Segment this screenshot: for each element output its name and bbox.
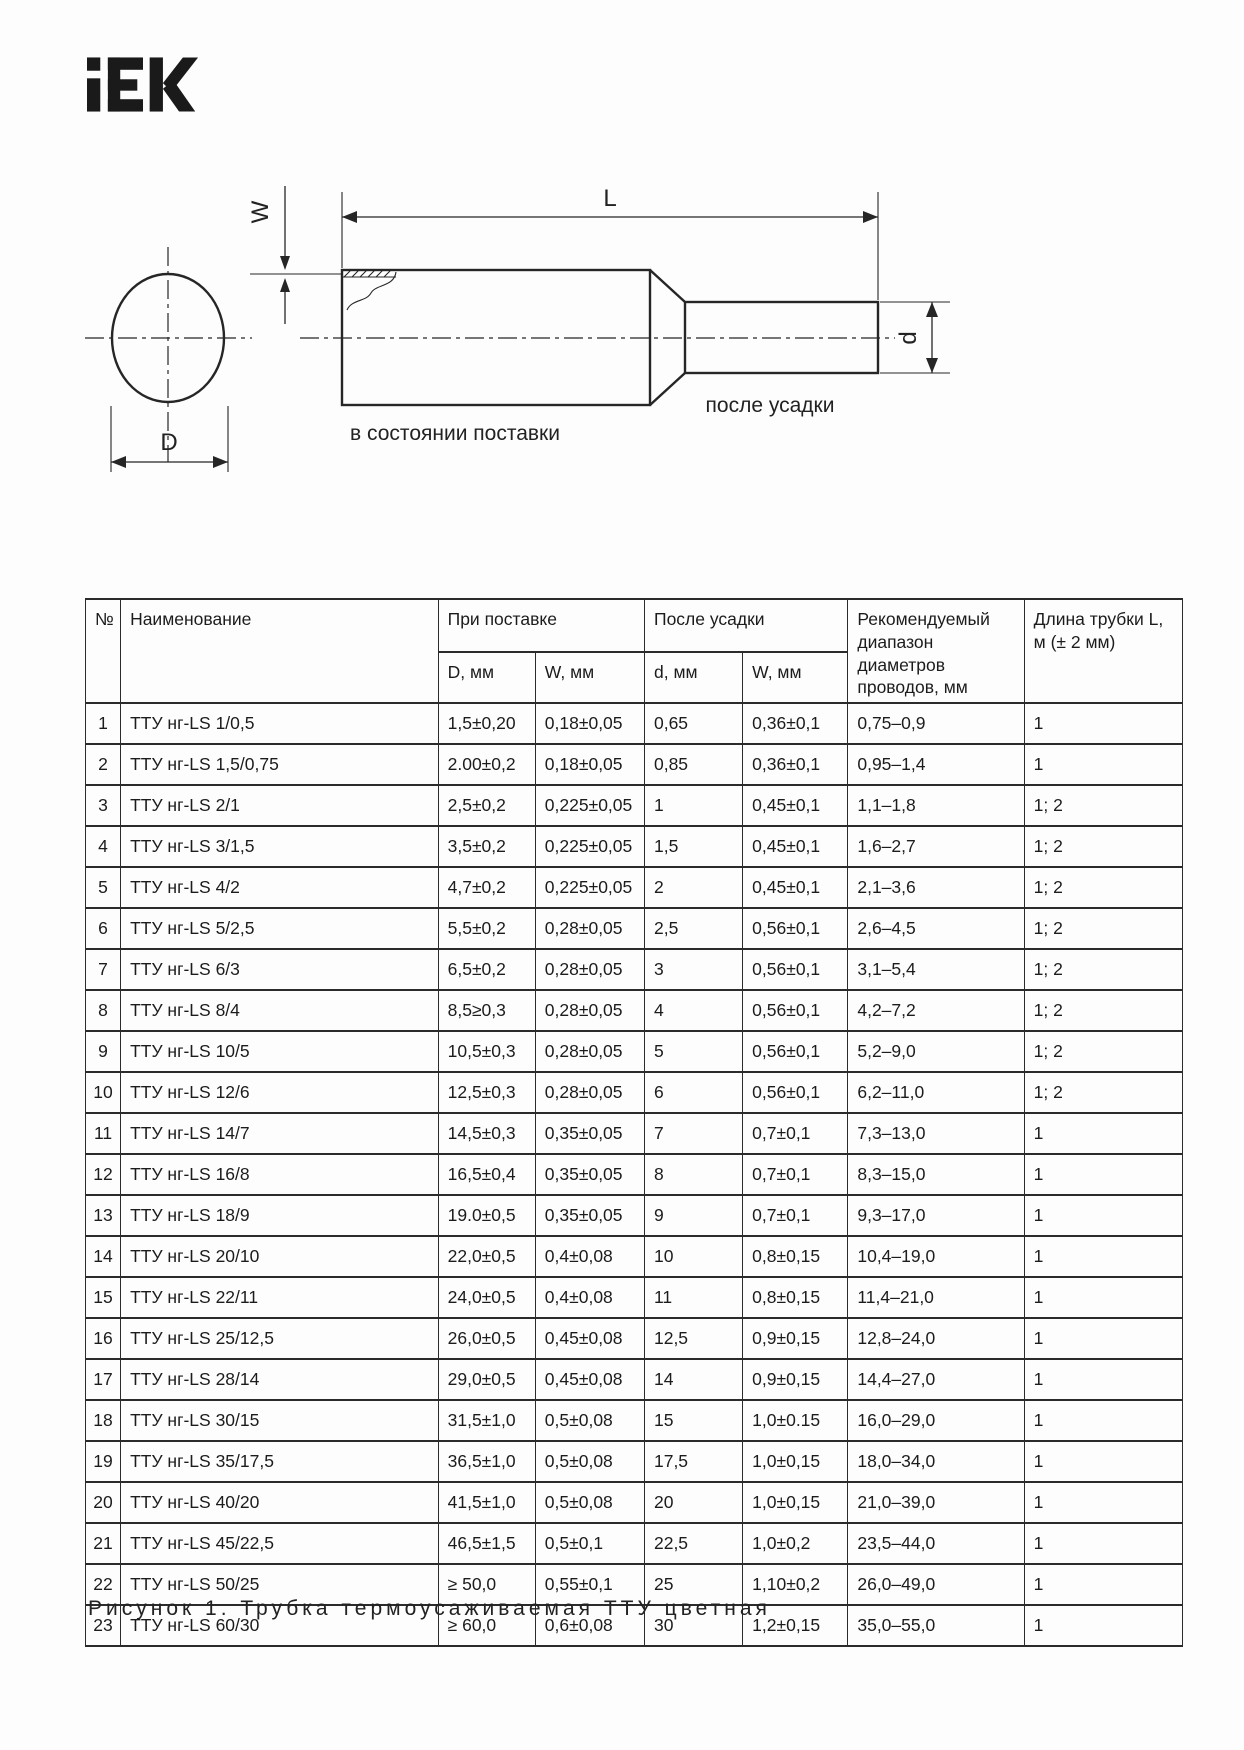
col-header-after-group: После усадки xyxy=(644,599,847,652)
cell-d_after: 2 xyxy=(644,867,742,908)
cell-d_after: 17,5 xyxy=(644,1441,742,1482)
cell-num: 7 xyxy=(86,949,121,990)
cell-wire_range: 1,1–1,8 xyxy=(848,785,1024,826)
cell-W_after: 0,56±0,1 xyxy=(743,908,848,949)
cell-d_after: 5 xyxy=(644,1031,742,1072)
cell-name: ТТУ нг-LS 14/7 xyxy=(121,1113,439,1154)
cell-W_after: 1,2±0,15 xyxy=(743,1605,848,1646)
cell-W_after: 0,56±0,1 xyxy=(743,949,848,990)
cell-W_supply: 0,225±0,05 xyxy=(535,785,644,826)
cell-D_supply: ≥ 60,0 xyxy=(438,1605,535,1646)
cell-name: ТТУ нг-LS 60/30 xyxy=(121,1605,439,1646)
cell-W_after: 0,45±0,1 xyxy=(743,785,848,826)
cell-tube_length: 1 xyxy=(1024,1195,1182,1236)
cell-D_supply: 2.00±0,2 xyxy=(438,744,535,785)
cell-W_supply: 0,35±0,05 xyxy=(535,1195,644,1236)
cell-name: ТТУ нг-LS 10/5 xyxy=(121,1031,439,1072)
cell-tube_length: 1; 2 xyxy=(1024,949,1182,990)
cell-D_supply: 12,5±0,3 xyxy=(438,1072,535,1113)
cell-tube_length: 1 xyxy=(1024,1236,1182,1277)
cell-d_after: 2,5 xyxy=(644,908,742,949)
cell-D_supply: 14,5±0,3 xyxy=(438,1113,535,1154)
cell-name: ТТУ нг-LS 16/8 xyxy=(121,1154,439,1195)
cell-d_after: 22,5 xyxy=(644,1523,742,1564)
cell-W_after: 1,0±0.15 xyxy=(743,1400,848,1441)
cell-name: ТТУ нг-LS 25/12,5 xyxy=(121,1318,439,1359)
col-header-name: Наименование xyxy=(121,599,439,703)
cell-tube_length: 1 xyxy=(1024,1318,1182,1359)
cell-num: 6 xyxy=(86,908,121,949)
cell-wire_range: 18,0–34,0 xyxy=(848,1441,1024,1482)
cell-tube_length: 1; 2 xyxy=(1024,826,1182,867)
cell-num: 1 xyxy=(86,703,121,744)
cell-tube_length: 1 xyxy=(1024,1400,1182,1441)
cell-tube_length: 1 xyxy=(1024,703,1182,744)
cell-num: 10 xyxy=(86,1072,121,1113)
cell-W_supply: 0,6±0,08 xyxy=(535,1605,644,1646)
cell-D_supply: 22,0±0,5 xyxy=(438,1236,535,1277)
cell-tube_length: 1 xyxy=(1024,1564,1182,1605)
table-row xyxy=(86,1113,1183,1154)
cell-wire_range: 12,8–24,0 xyxy=(848,1318,1024,1359)
cell-num: 12 xyxy=(86,1154,121,1195)
cell-name: ТТУ нг-LS 1,5/0,75 xyxy=(121,744,439,785)
arrowhead xyxy=(926,358,938,373)
cell-D_supply: 19.0±0,5 xyxy=(438,1195,535,1236)
cell-tube_length: 1 xyxy=(1024,1523,1182,1564)
table-row xyxy=(86,908,1183,949)
cell-num: 19 xyxy=(86,1441,121,1482)
col-header-W2-mm: W, мм xyxy=(743,652,848,703)
supplied-state-label: в состоянии поставки xyxy=(350,422,560,445)
table-row xyxy=(86,1031,1183,1072)
table-row xyxy=(86,1277,1183,1318)
cell-W_supply: 0,28±0,05 xyxy=(535,1031,644,1072)
table-row xyxy=(86,1072,1183,1113)
dim-label-D: D xyxy=(160,429,178,456)
table-row xyxy=(86,785,1183,826)
cell-wire_range: 5,2–9,0 xyxy=(848,1031,1024,1072)
cell-W_supply: 0,225±0,05 xyxy=(535,826,644,867)
cell-W_after: 1,0±0,15 xyxy=(743,1482,848,1523)
dim-label-small-d: d xyxy=(895,331,922,345)
cell-name: ТТУ нг-LS 30/15 xyxy=(121,1400,439,1441)
cell-tube_length: 1; 2 xyxy=(1024,785,1182,826)
table-row xyxy=(86,1195,1183,1236)
table-row xyxy=(86,949,1183,990)
shrunk-state-label: после усадки xyxy=(705,394,835,417)
cell-W_supply: 0,55±0,1 xyxy=(535,1564,644,1605)
cell-W_after: 0,36±0,1 xyxy=(743,744,848,785)
col-header-tube-length: Длина трубки L, м (± 2 мм) xyxy=(1024,599,1182,703)
cell-d_after: 3 xyxy=(644,949,742,990)
cell-d_after: 20 xyxy=(644,1482,742,1523)
cell-name: ТТУ нг-LS 28/14 xyxy=(121,1359,439,1400)
cell-d_after: 1 xyxy=(644,785,742,826)
cell-name: ТТУ нг-LS 1/0,5 xyxy=(121,703,439,744)
cell-tube_length: 1 xyxy=(1024,1359,1182,1400)
table-row xyxy=(86,1400,1183,1441)
cell-num: 18 xyxy=(86,1400,121,1441)
cell-tube_length: 1 xyxy=(1024,1154,1182,1195)
cell-D_supply: 4,7±0,2 xyxy=(438,867,535,908)
spec-table-body xyxy=(86,703,1183,1646)
cell-d_after: 0,65 xyxy=(644,703,742,744)
cell-tube_length: 1; 2 xyxy=(1024,1031,1182,1072)
cell-wire_range: 7,3–13,0 xyxy=(848,1113,1024,1154)
taper-bottom xyxy=(650,373,685,405)
cell-d_after: 12,5 xyxy=(644,1318,742,1359)
technical-drawing xyxy=(0,150,1244,480)
cell-name: ТТУ нг-LS 12/6 xyxy=(121,1072,439,1113)
cell-num: 17 xyxy=(86,1359,121,1400)
cell-wire_range: 11,4–21,0 xyxy=(848,1277,1024,1318)
cell-W_after: 0,45±0,1 xyxy=(743,867,848,908)
col-header-d-mm: d, мм xyxy=(644,652,742,703)
cell-D_supply: 8,5≥0,3 xyxy=(438,990,535,1031)
cell-name: ТТУ нг-LS 18/9 xyxy=(121,1195,439,1236)
cell-d_after: 15 xyxy=(644,1400,742,1441)
cell-num: 5 xyxy=(86,867,121,908)
cell-D_supply: ≥ 50,0 xyxy=(438,1564,535,1605)
arrowhead xyxy=(213,456,228,468)
cell-name: ТТУ нг-LS 4/2 xyxy=(121,867,439,908)
iek-logo-graphic xyxy=(87,56,199,113)
cell-W_supply: 0,35±0,05 xyxy=(535,1154,644,1195)
cell-d_after: 25 xyxy=(644,1564,742,1605)
cell-wire_range: 4,2–7,2 xyxy=(848,990,1024,1031)
cell-W_after: 1,0±0,2 xyxy=(743,1523,848,1564)
arrowhead xyxy=(926,302,938,317)
cell-num: 11 xyxy=(86,1113,121,1154)
cell-wire_range: 10,4–19,0 xyxy=(848,1236,1024,1277)
cell-num: 4 xyxy=(86,826,121,867)
cell-num: 23 xyxy=(86,1605,121,1646)
table-row xyxy=(86,867,1183,908)
dim-label-L: L xyxy=(603,185,617,212)
cell-W_supply: 0,28±0,05 xyxy=(535,1072,644,1113)
cell-W_supply: 0,28±0,05 xyxy=(535,908,644,949)
table-row xyxy=(86,1154,1183,1195)
cell-W_supply: 0,18±0,05 xyxy=(535,744,644,785)
cell-name: ТТУ нг-LS 35/17,5 xyxy=(121,1441,439,1482)
table-row xyxy=(86,990,1183,1031)
cell-wire_range: 3,1–5,4 xyxy=(848,949,1024,990)
cell-W_supply: 0,225±0,05 xyxy=(535,867,644,908)
cell-W_after: 0,9±0,15 xyxy=(743,1318,848,1359)
cell-D_supply: 36,5±1,0 xyxy=(438,1441,535,1482)
cell-W_after: 1,0±0,15 xyxy=(743,1441,848,1482)
cell-D_supply: 6,5±0,2 xyxy=(438,949,535,990)
cell-W_supply: 0,28±0,05 xyxy=(535,949,644,990)
cell-tube_length: 1; 2 xyxy=(1024,908,1182,949)
table-row xyxy=(86,1523,1183,1564)
cell-tube_length: 1 xyxy=(1024,1605,1182,1646)
cell-name: ТТУ нг-LS 40/20 xyxy=(121,1482,439,1523)
cell-tube_length: 1; 2 xyxy=(1024,1072,1182,1113)
cell-d_after: 7 xyxy=(644,1113,742,1154)
table-row xyxy=(86,1482,1183,1523)
cell-D_supply: 31,5±1,0 xyxy=(438,1400,535,1441)
cell-D_supply: 16,5±0,4 xyxy=(438,1154,535,1195)
cell-name: ТТУ нг-LS 6/3 xyxy=(121,949,439,990)
col-header-num: № xyxy=(86,599,121,703)
cell-name: ТТУ нг-LS 2/1 xyxy=(121,785,439,826)
cell-W_after: 0,8±0,15 xyxy=(743,1236,848,1277)
cell-name: ТТУ нг-LS 50/25 xyxy=(121,1564,439,1605)
cell-wire_range: 2,1–3,6 xyxy=(848,867,1024,908)
cell-wire_range: 6,2–11,0 xyxy=(848,1072,1024,1113)
cell-d_after: 4 xyxy=(644,990,742,1031)
cell-d_after: 1,5 xyxy=(644,826,742,867)
cell-wire_range: 0,95–1,4 xyxy=(848,744,1024,785)
col-header-wire-range: Рекомендуемый диапазон диаметров проводов, мм xyxy=(848,599,1024,703)
table-row xyxy=(86,1318,1183,1359)
cell-tube_length: 1; 2 xyxy=(1024,990,1182,1031)
cell-wire_range: 23,5–44,0 xyxy=(848,1523,1024,1564)
cell-name: ТТУ нг-LS 20/10 xyxy=(121,1236,439,1277)
cell-wire_range: 1,6–2,7 xyxy=(848,826,1024,867)
cell-name: ТТУ нг-LS 3/1,5 xyxy=(121,826,439,867)
dim-label-W: W xyxy=(247,200,274,224)
cell-W_supply: 0,35±0,05 xyxy=(535,1113,644,1154)
cell-wire_range: 26,0–49,0 xyxy=(848,1564,1024,1605)
cell-W_after: 0,36±0,1 xyxy=(743,703,848,744)
cell-tube_length: 1 xyxy=(1024,1441,1182,1482)
table-row xyxy=(86,744,1183,785)
cell-num: 15 xyxy=(86,1277,121,1318)
cell-W_after: 0,56±0,1 xyxy=(743,990,848,1031)
cell-W_after: 0,9±0,15 xyxy=(743,1359,848,1400)
cell-W_supply: 0,5±0,08 xyxy=(535,1482,644,1523)
cell-d_after: 14 xyxy=(644,1359,742,1400)
cell-name: ТТУ нг-LS 45/22,5 xyxy=(121,1523,439,1564)
cell-d_after: 30 xyxy=(644,1605,742,1646)
cell-D_supply: 2,5±0,2 xyxy=(438,785,535,826)
cell-D_supply: 46,5±1,5 xyxy=(438,1523,535,1564)
cell-tube_length: 1 xyxy=(1024,744,1182,785)
cell-D_supply: 41,5±1,0 xyxy=(438,1482,535,1523)
cell-num: 9 xyxy=(86,1031,121,1072)
cell-d_after: 6 xyxy=(644,1072,742,1113)
cell-W_supply: 0,5±0,08 xyxy=(535,1400,644,1441)
arrowhead xyxy=(280,256,290,270)
table-row xyxy=(86,826,1183,867)
cell-num: 21 xyxy=(86,1523,121,1564)
cell-num: 8 xyxy=(86,990,121,1031)
cell-W_supply: 0,4±0,08 xyxy=(535,1277,644,1318)
cell-D_supply: 1,5±0,20 xyxy=(438,703,535,744)
cell-num: 16 xyxy=(86,1318,121,1359)
cell-W_after: 0,7±0,1 xyxy=(743,1195,848,1236)
cell-num: 14 xyxy=(86,1236,121,1277)
cell-tube_length: 1 xyxy=(1024,1113,1182,1154)
cell-num: 13 xyxy=(86,1195,121,1236)
cell-D_supply: 10,5±0,3 xyxy=(438,1031,535,1072)
cell-name: ТТУ нг-LS 8/4 xyxy=(121,990,439,1031)
cell-D_supply: 5,5±0,2 xyxy=(438,908,535,949)
table-row xyxy=(86,1236,1183,1277)
iek-logo xyxy=(87,56,199,113)
cell-W_supply: 0,28±0,05 xyxy=(535,990,644,1031)
cell-W_after: 1,10±0,2 xyxy=(743,1564,848,1605)
cell-W_supply: 0,45±0,08 xyxy=(535,1318,644,1359)
cell-name: ТТУ нг-LS 22/11 xyxy=(121,1277,439,1318)
cell-tube_length: 1 xyxy=(1024,1277,1182,1318)
cell-W_after: 0,7±0,1 xyxy=(743,1113,848,1154)
wall-break-curve xyxy=(347,272,396,310)
cell-d_after: 8 xyxy=(644,1154,742,1195)
arrowhead xyxy=(111,456,126,468)
cell-W_after: 0,7±0,1 xyxy=(743,1154,848,1195)
table-row xyxy=(86,1359,1183,1400)
arrowhead xyxy=(342,211,357,223)
col-header-supply-group: При поставке xyxy=(438,599,644,652)
cell-W_after: 0,8±0,15 xyxy=(743,1277,848,1318)
cell-wire_range: 35,0–55,0 xyxy=(848,1605,1024,1646)
cell-tube_length: 1 xyxy=(1024,1482,1182,1523)
cell-wire_range: 8,3–15,0 xyxy=(848,1154,1024,1195)
arrowhead xyxy=(863,211,878,223)
cell-wire_range: 0,75–0,9 xyxy=(848,703,1024,744)
cell-d_after: 11 xyxy=(644,1277,742,1318)
cell-D_supply: 24,0±0,5 xyxy=(438,1277,535,1318)
cell-name: ТТУ нг-LS 5/2,5 xyxy=(121,908,439,949)
cell-W_after: 0,56±0,1 xyxy=(743,1031,848,1072)
cell-W_supply: 0,4±0,08 xyxy=(535,1236,644,1277)
cell-W_supply: 0,45±0,08 xyxy=(535,1359,644,1400)
cell-d_after: 0,85 xyxy=(644,744,742,785)
cell-tube_length: 1; 2 xyxy=(1024,867,1182,908)
taper-top xyxy=(650,270,685,302)
cell-wire_range: 16,0–29,0 xyxy=(848,1400,1024,1441)
table-row xyxy=(86,1441,1183,1482)
cell-num: 3 xyxy=(86,785,121,826)
figure-caption: Рисунок 1. Трубка термоусаживаемая ТТУ цветная xyxy=(88,1597,771,1620)
cell-wire_range: 14,4–27,0 xyxy=(848,1359,1024,1400)
col-header-D-mm: D, мм xyxy=(438,652,535,703)
cell-D_supply: 3,5±0,2 xyxy=(438,826,535,867)
cell-W_supply: 0,5±0,08 xyxy=(535,1441,644,1482)
cell-D_supply: 29,0±0,5 xyxy=(438,1359,535,1400)
arrowhead xyxy=(280,278,290,292)
cell-W_supply: 0,5±0,1 xyxy=(535,1523,644,1564)
spec-table xyxy=(85,598,1183,1647)
cell-W_supply: 0,18±0,05 xyxy=(535,703,644,744)
cell-W_after: 0,45±0,1 xyxy=(743,826,848,867)
cell-D_supply: 26,0±0,5 xyxy=(438,1318,535,1359)
cell-W_after: 0,56±0,1 xyxy=(743,1072,848,1113)
cell-wire_range: 9,3–17,0 xyxy=(848,1195,1024,1236)
col-header-W-mm: W, мм xyxy=(535,652,644,703)
cell-num: 2 xyxy=(86,744,121,785)
cell-d_after: 10 xyxy=(644,1236,742,1277)
table-row xyxy=(86,703,1183,744)
cell-wire_range: 2,6–4,5 xyxy=(848,908,1024,949)
cell-wire_range: 21,0–39,0 xyxy=(848,1482,1024,1523)
cell-num: 20 xyxy=(86,1482,121,1523)
cell-d_after: 9 xyxy=(644,1195,742,1236)
cell-num: 22 xyxy=(86,1564,121,1605)
